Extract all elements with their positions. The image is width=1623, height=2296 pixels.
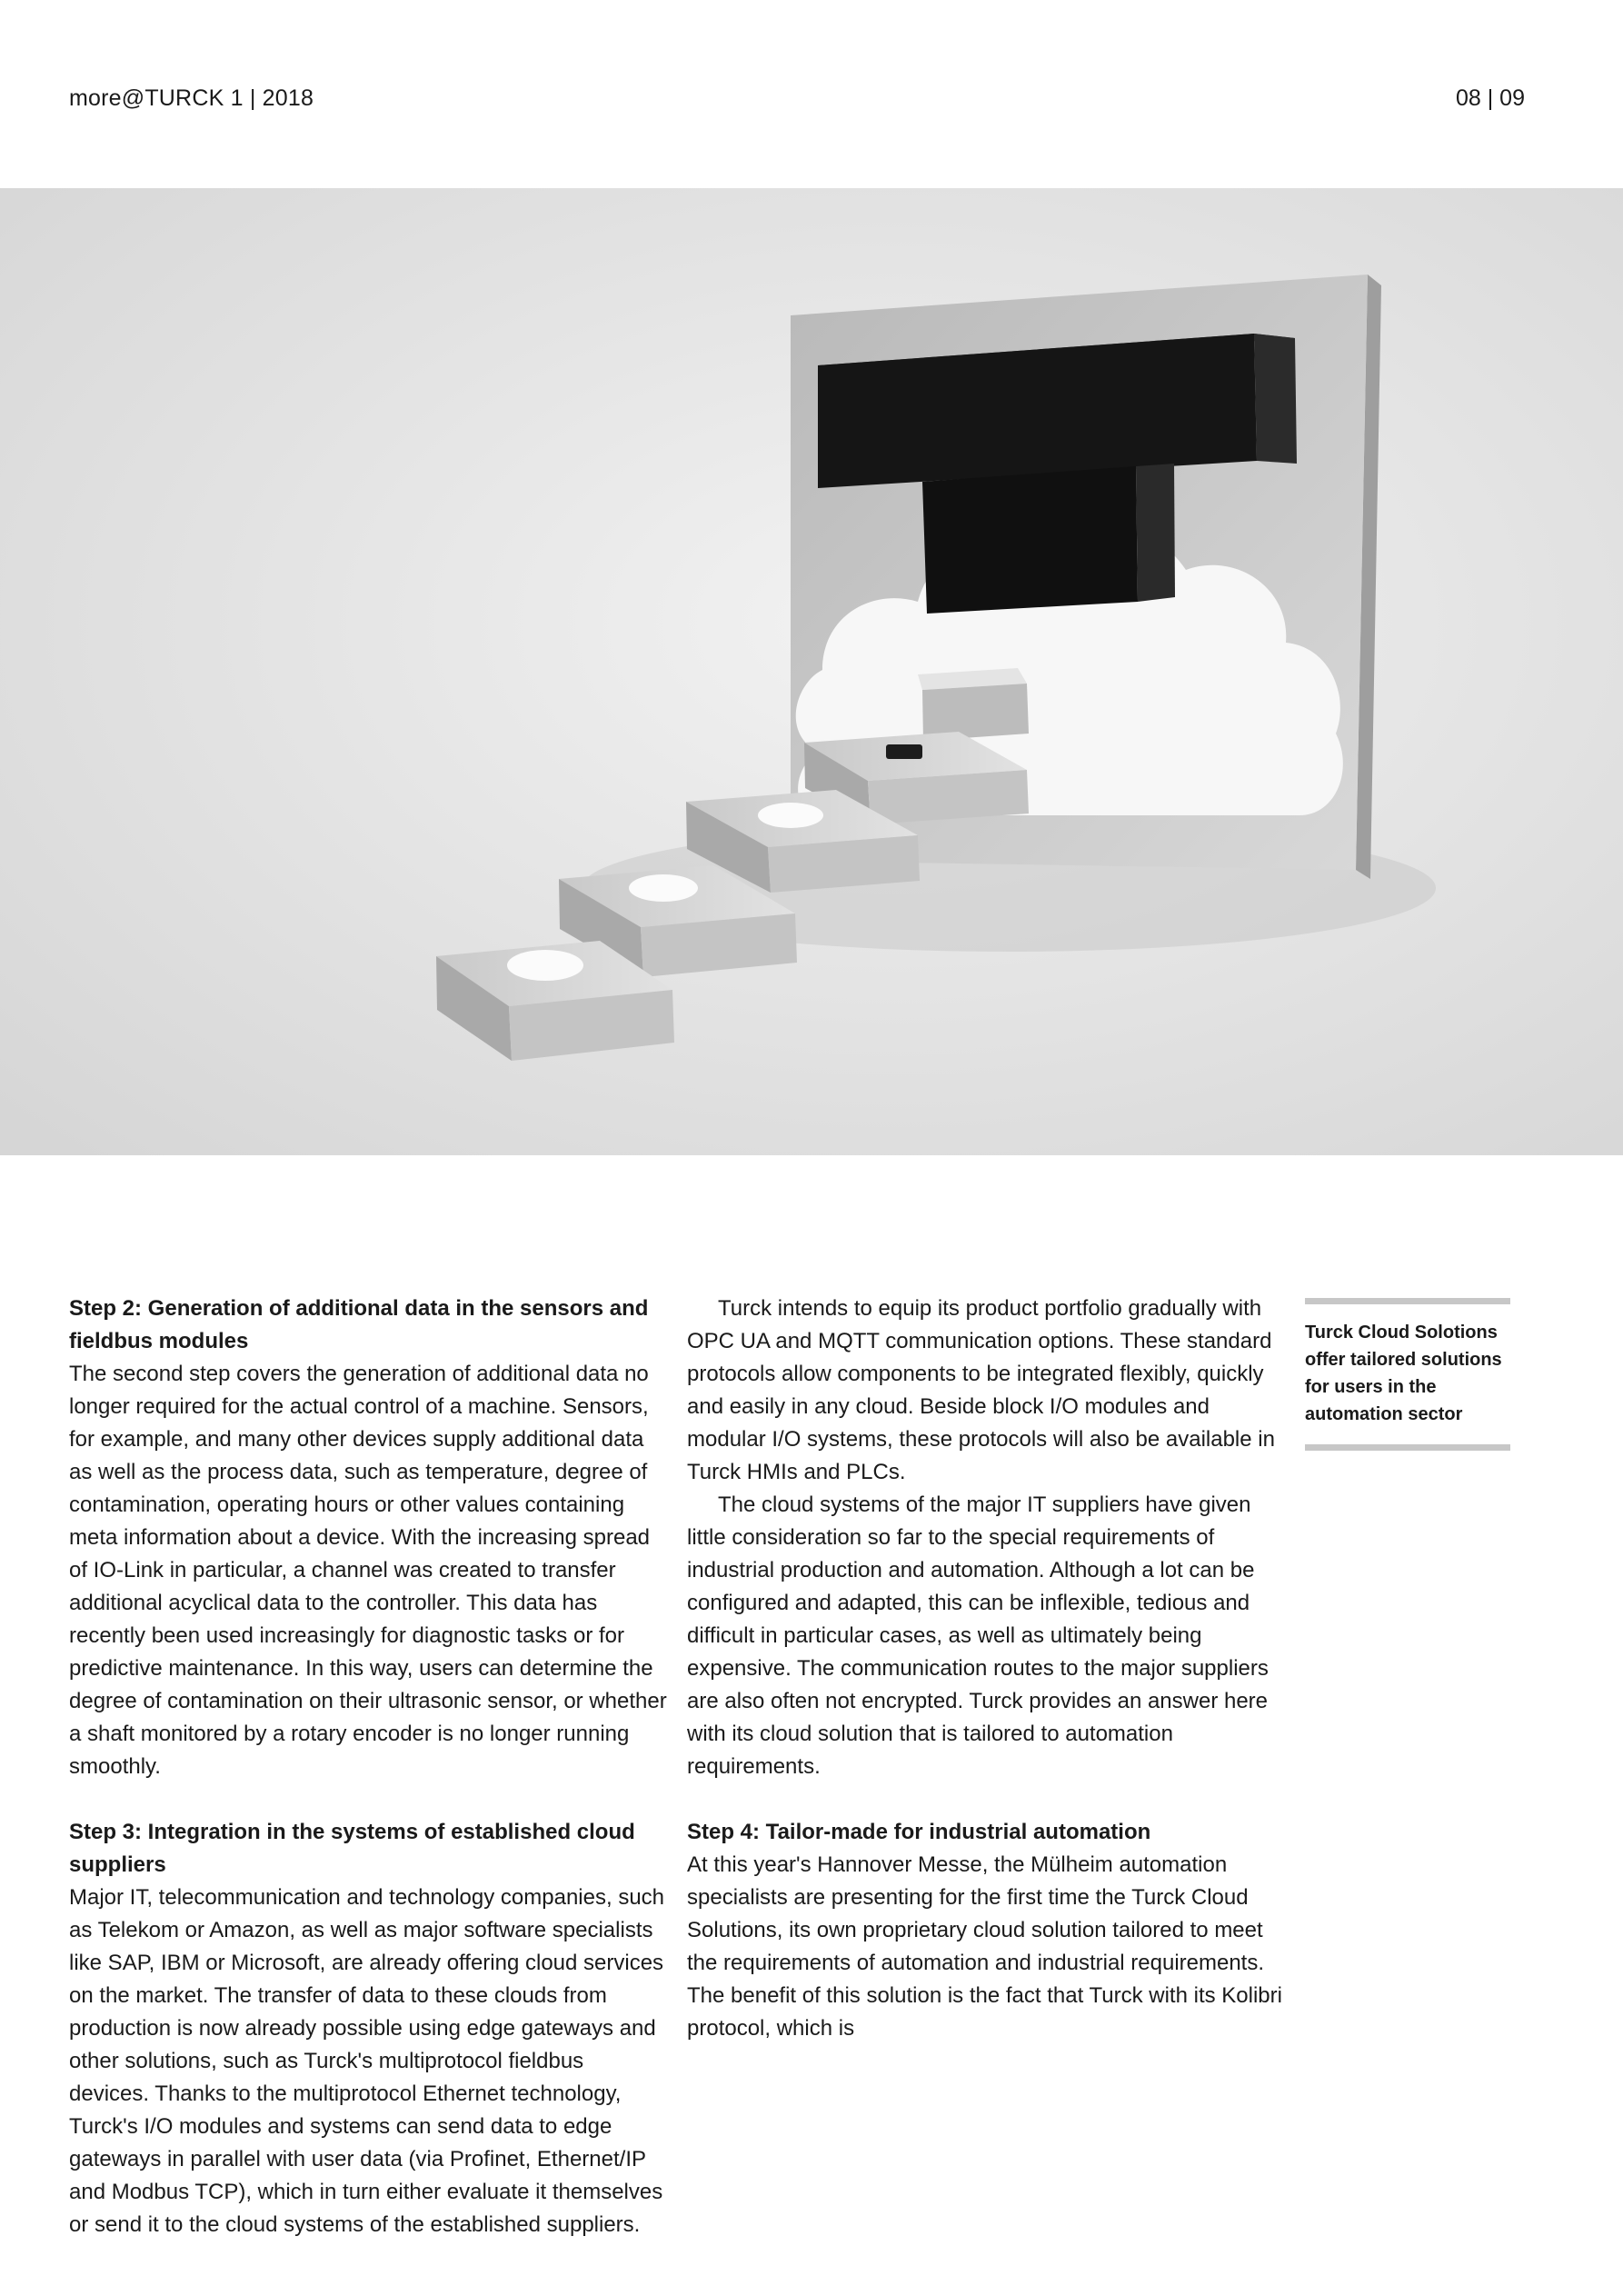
step3-paragraph-3: The cloud systems of the major IT suppliers have given little consideration so far to the special requirements of industrial production and automation. Although a lot can be configured and adapted, this can be inflexible, tedious and difficult in particular cases, as well as ultimately being expensive. The communication routes to the major suppliers are also often not encrypted. Turck provides an answer here with its cloud solution that is tailored to automation requirements. [687,1492,1269,1779]
sidebar-caption: Turck Cloud Solotions offer tailored solutions for users in the automation sector [1305,1323,1502,1424]
publication-title: more@TURCK 1 | 2018 [69,85,314,111]
step4-body: At this year's Hannover Messe, the Mülheim automation specialists are presenting for the first time the Turck Cloud Solutions, its own proprietary cloud solution tailored to meet the requirements of automation and industrial requirements. The benefit of this solution is the fact that Turck with its Kolibri protocol, which is [687,1852,1282,2041]
sidebar-caption-box [1305,1298,1510,1451]
article-column-2 [687,1293,1287,2045]
step3-body: Major IT, telecommunication and technology companies, such as Telekom or Amazon, as well as major software specialists like SAP, IBM or Microsoft, are already offering cloud services on the market. The transfer of data to these clouds from production is now already possible using edge gateways and other solutions, such as Turck's multiprotocol fieldbus devices. Thanks to the multiprotocol Ethernet technology, Turck's I/O modules and systems can send data to edge gateways in parallel with user data (via Profinet, Ethernet/IP and Modbus TCP), which in turn either evaluate it themselves or send it to the cloud systems of the established suppliers. [69,1885,665,2237]
page-numbers: 08 | 09 [1455,85,1525,111]
caption-rule-bottom [1305,1444,1510,1451]
article-column-1 [69,1293,669,2241]
step3-heading: Step 3: Integration in the systems of established cloud suppliers [69,1820,635,1877]
step3-paragraph-2: Turck intends to equip its product portfolio gradually with OPC UA and MQTT communication options. These standard protocols allow components to be integrated flexibly, quickly and easily in any cloud. Beside block I/O modules and modular I/O systems, these protocols will also be available in Turck HMIs and PLCs. [687,1296,1275,1484]
step2-body: The second step covers the generation of additional data no longer required for the actual control of a machine. Sensors, for example, and many other devices supply additional data as well as the process data, such as temperature, degree of contamination, operating hours or other values containing meta information about a device. With the increasing spread of IO-Link in particular, a channel was created to transfer additional acyclical data to the controller. This data has recently been used increasingly for diagnostic tasks or for predictive maintenance. In this way, users can determine the degree of contamination on their ultrasonic sensor, or whether a shaft monitored by a rotary encoder is no longer running smoothly. [69,1362,667,1779]
step4-heading: Step 4: Tailor-made for industrial automation [687,1820,1151,1844]
step-block-5 [918,668,1029,741]
hero-illustration [0,188,1623,1155]
caption-rule-top [1305,1298,1510,1304]
step2-heading: Step 2: Generation of additional data in the sensors and fieldbus modules [69,1296,649,1353]
